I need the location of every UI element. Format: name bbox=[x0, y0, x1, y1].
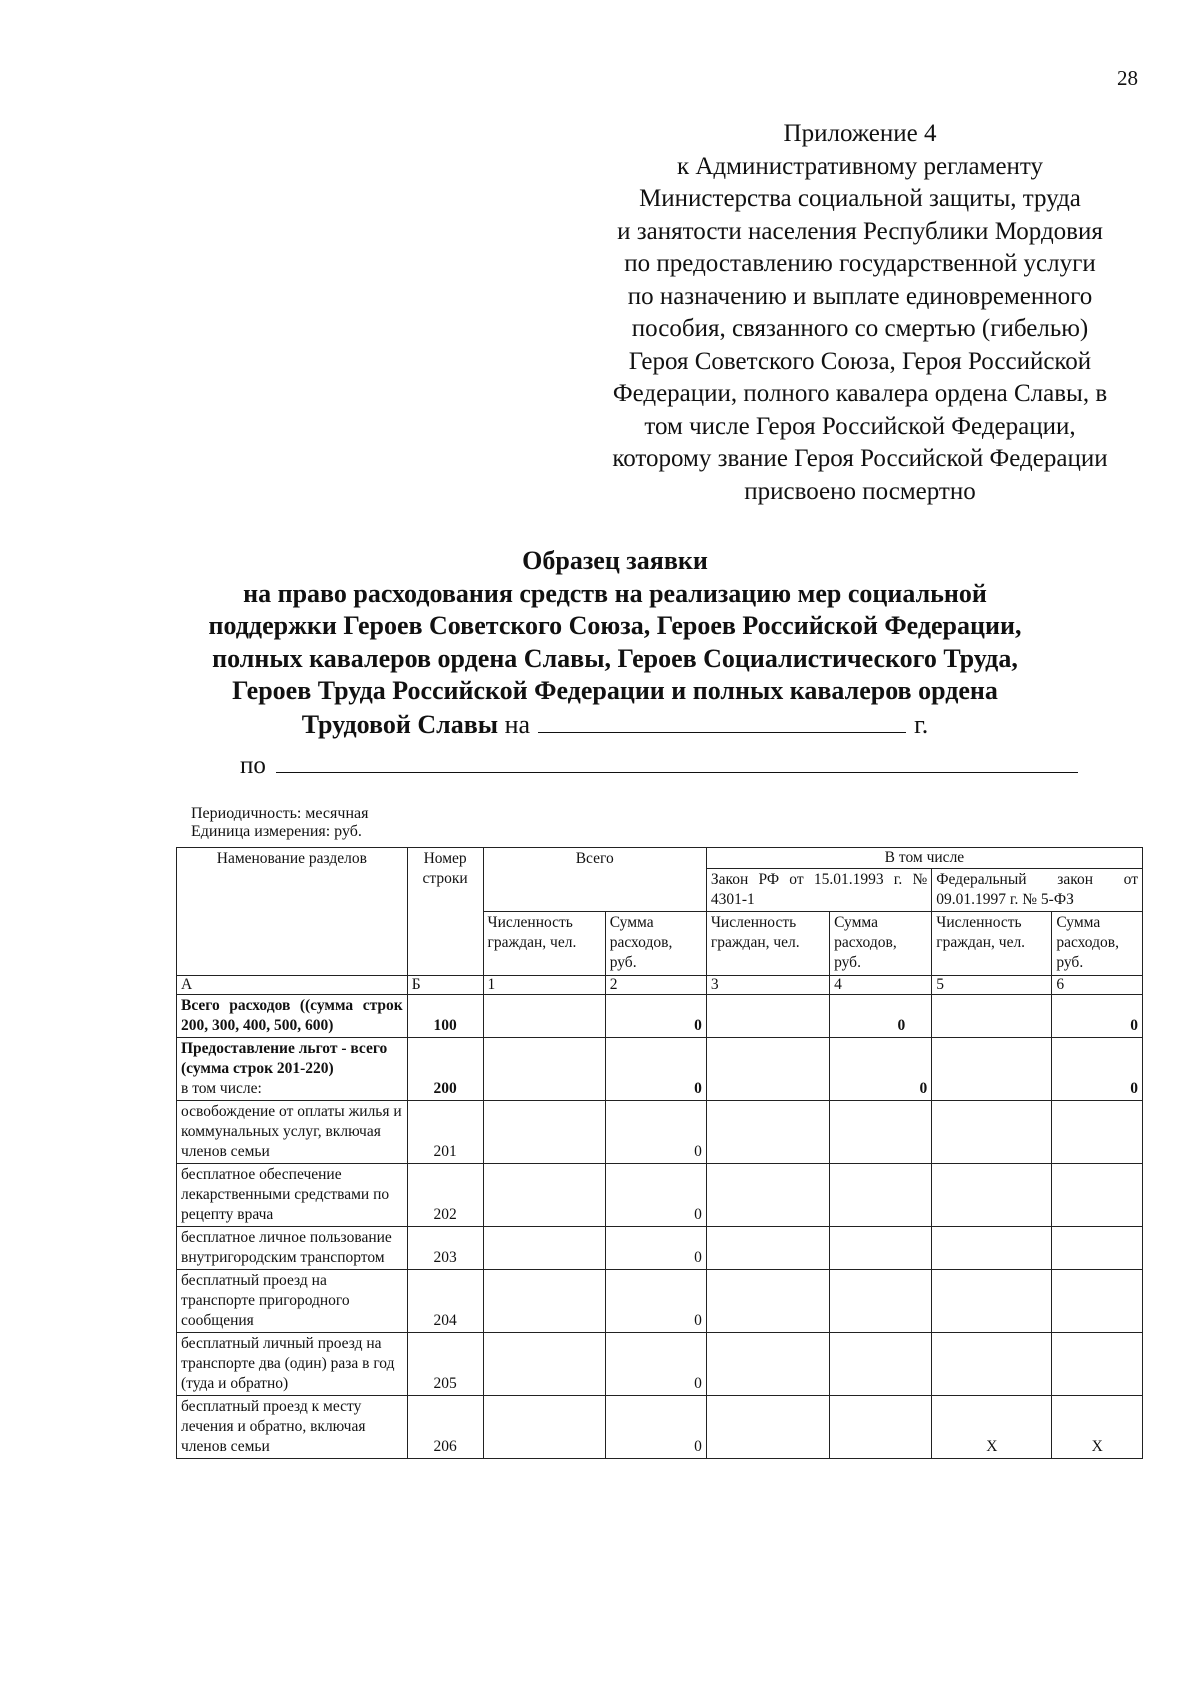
row-name: бесплатный проезд к месту лечения и обратно, включая членов семьи bbox=[177, 1396, 408, 1459]
appendix-line: Министерства социальной защиты, труда bbox=[639, 185, 1081, 212]
header-sum: Сумма расходов, руб. bbox=[830, 912, 932, 976]
cell-value: 0 bbox=[605, 1333, 706, 1396]
report-table bbox=[176, 847, 1143, 1459]
title-line: Героев Труда Российской Федерации и полных кавалеров ордена bbox=[232, 676, 998, 705]
cell-value: 0 bbox=[605, 1101, 706, 1164]
cell-value bbox=[932, 1164, 1052, 1227]
appendix-line: Федерации, полного кавалера ордена Славы, в bbox=[612, 380, 1108, 407]
year-suffix: г. bbox=[914, 709, 929, 739]
code-cell: 6 bbox=[1052, 976, 1143, 995]
row-name: Всего расходов ((сумма строк 200, 300, 400, 500, 600) bbox=[177, 995, 408, 1038]
code-cell: 5 bbox=[932, 976, 1052, 995]
appendix-line: по назначению и выплате единовременного bbox=[627, 282, 1093, 310]
cell-value bbox=[830, 1270, 932, 1333]
appendix-line: Героя Советского Союза, Героя Российской bbox=[628, 347, 1092, 375]
row-name: бесплатный проезд на транспорте пригородного сообщения bbox=[177, 1270, 408, 1333]
table-row bbox=[177, 1270, 1143, 1333]
row-code: 204 bbox=[407, 1270, 483, 1333]
header-count: Численность граждан, чел. bbox=[483, 912, 605, 976]
code-row bbox=[177, 976, 1143, 995]
table-row bbox=[177, 1333, 1143, 1396]
cell-value bbox=[483, 1396, 605, 1459]
cell-value bbox=[1052, 1101, 1143, 1164]
cell-value bbox=[483, 995, 605, 1038]
row-name: бесплатное обеспечение лекарственными средствами по рецепту врача bbox=[177, 1164, 408, 1227]
row-subtitle: в том числе: bbox=[181, 1080, 262, 1097]
cell-value bbox=[706, 1396, 829, 1459]
table-row bbox=[177, 1101, 1143, 1164]
header-law2: Федеральный закон от 09.01.1997 г. № 5-ФЗ bbox=[932, 869, 1143, 912]
cell-value bbox=[706, 1038, 829, 1101]
periodicity: Периодичность: месячная bbox=[191, 805, 369, 822]
appendix-line: Приложение 4 bbox=[783, 120, 937, 147]
row-code: 202 bbox=[407, 1164, 483, 1227]
cell-value bbox=[932, 1038, 1052, 1101]
cell-value: 0 bbox=[830, 1038, 932, 1101]
cell-value-x: X bbox=[932, 1396, 1052, 1459]
cell-value bbox=[1052, 1227, 1143, 1270]
cell-value bbox=[483, 1333, 605, 1396]
report-meta bbox=[191, 805, 368, 841]
header-total: Всего bbox=[483, 848, 706, 912]
cell-value bbox=[1052, 1164, 1143, 1227]
cell-value: 0 bbox=[605, 1038, 706, 1101]
row-code: 205 bbox=[407, 1333, 483, 1396]
header-count: Численность граждан, чел. bbox=[932, 912, 1052, 976]
appendix-line: пособия, связанного со смертью (гибелью) bbox=[631, 315, 1089, 342]
appendix-line: которому звание Героя Российской Федерации bbox=[612, 445, 1108, 472]
cell-value bbox=[706, 1101, 829, 1164]
title-line: полных кавалеров ордена Славы, Героев Социалистического Труда, bbox=[212, 643, 1018, 673]
cell-value bbox=[706, 995, 829, 1038]
cell-value: 0 bbox=[605, 995, 706, 1038]
table-row bbox=[177, 1396, 1143, 1459]
cell-value bbox=[483, 1227, 605, 1270]
header-line-no: Номер строки bbox=[407, 848, 483, 976]
cell-value bbox=[932, 1270, 1052, 1333]
title-line: Образец заявки bbox=[522, 546, 708, 575]
cell-value: 0 bbox=[1052, 995, 1143, 1038]
header-section: Наменование разделов bbox=[177, 848, 408, 976]
row-code: 100 bbox=[407, 995, 483, 1038]
title-line bbox=[160, 708, 1070, 742]
cell-value bbox=[830, 1101, 932, 1164]
row-code: 201 bbox=[407, 1101, 483, 1164]
row-name-cell bbox=[177, 1038, 408, 1101]
cell-value bbox=[830, 1227, 932, 1270]
header-law1: Закон РФ от 15.01.1993 г. № 4301-1 bbox=[706, 869, 931, 912]
cell-value bbox=[932, 1101, 1052, 1164]
appendix-line: к Административному регламенту bbox=[676, 152, 1044, 180]
table-row bbox=[177, 1164, 1143, 1227]
cell-value bbox=[706, 1333, 829, 1396]
code-cell: Б bbox=[407, 976, 483, 995]
appendix-line: присвоено посмертно bbox=[744, 477, 976, 505]
cell-value bbox=[483, 1038, 605, 1101]
header-count: Численность граждан, чел. bbox=[706, 912, 829, 976]
cell-value bbox=[483, 1270, 605, 1333]
row-name: Предоставление льгот - всего (сумма строк 201-220) bbox=[181, 1040, 388, 1077]
table-row bbox=[177, 1038, 1143, 1101]
title-line: на право расходования средств на реализацию мер социальной bbox=[243, 578, 987, 608]
year-blank-field[interactable] bbox=[538, 708, 906, 733]
cell-value bbox=[830, 1164, 932, 1227]
code-cell: 1 bbox=[483, 976, 605, 995]
cell-value bbox=[483, 1164, 605, 1227]
table-row bbox=[177, 995, 1143, 1038]
cell-value bbox=[1052, 1333, 1143, 1396]
cell-value: 0 bbox=[605, 1396, 706, 1459]
title-na: на bbox=[504, 709, 531, 739]
cell-value bbox=[483, 1101, 605, 1164]
po-blank-field[interactable] bbox=[276, 750, 1078, 773]
cell-value bbox=[706, 1227, 829, 1270]
header-sum: Сумма расходов, руб. bbox=[605, 912, 706, 976]
cell-value bbox=[932, 1333, 1052, 1396]
table-row bbox=[177, 1227, 1143, 1270]
cell-value: 0 bbox=[605, 1270, 706, 1333]
header-row bbox=[177, 848, 1143, 869]
po-label: по bbox=[240, 752, 266, 779]
title-line: поддержки Героев Советского Союза, Героев Российской Федерации, bbox=[208, 611, 1022, 640]
header-including: В том числе bbox=[706, 848, 1142, 869]
row-code: 203 bbox=[407, 1227, 483, 1270]
cell-value bbox=[932, 1227, 1052, 1270]
code-cell: 4 bbox=[830, 976, 932, 995]
cell-value bbox=[706, 1164, 829, 1227]
row-code: 206 bbox=[407, 1396, 483, 1459]
cell-value bbox=[830, 1396, 932, 1459]
cell-value-x: X bbox=[1052, 1396, 1143, 1459]
row-code: 200 bbox=[407, 1038, 483, 1101]
code-cell: 3 bbox=[706, 976, 829, 995]
cell-value bbox=[1052, 1270, 1143, 1333]
cell-value: 0 bbox=[605, 1227, 706, 1270]
cell-value bbox=[830, 1333, 932, 1396]
cell-value bbox=[932, 995, 1052, 1038]
cell-value: 0 bbox=[830, 995, 932, 1038]
header-sum: Сумма расходов, руб. bbox=[1052, 912, 1143, 976]
appendix-line: по предоставлению государственной услуги bbox=[624, 250, 1096, 277]
po-line bbox=[240, 750, 1078, 780]
row-name: бесплатное личное пользование внутригородским транспортом bbox=[177, 1227, 408, 1270]
appendix-header bbox=[560, 118, 1160, 508]
row-name: бесплатный личный проезд на транспорте два (один) раза в год (туда и обратно) bbox=[177, 1333, 408, 1396]
cell-value: 0 bbox=[1052, 1038, 1143, 1101]
unit: Единица измерения: руб. bbox=[191, 823, 362, 840]
title-last-line: Трудовой Славы bbox=[301, 709, 499, 739]
cell-value bbox=[706, 1270, 829, 1333]
code-cell: А bbox=[177, 976, 408, 995]
page-number: 28 bbox=[1117, 66, 1138, 90]
appendix-line: и занятости населения Республики Мордовия bbox=[617, 217, 1103, 245]
appendix-line: том числе Героя Российской Федерации, bbox=[644, 412, 1076, 440]
cell-value: 0 bbox=[605, 1164, 706, 1227]
document-title bbox=[160, 545, 1070, 741]
row-name: освобождение от оплаты жилья и коммунальных услуг, включая членов семьи bbox=[177, 1101, 408, 1164]
code-cell: 2 bbox=[605, 976, 706, 995]
